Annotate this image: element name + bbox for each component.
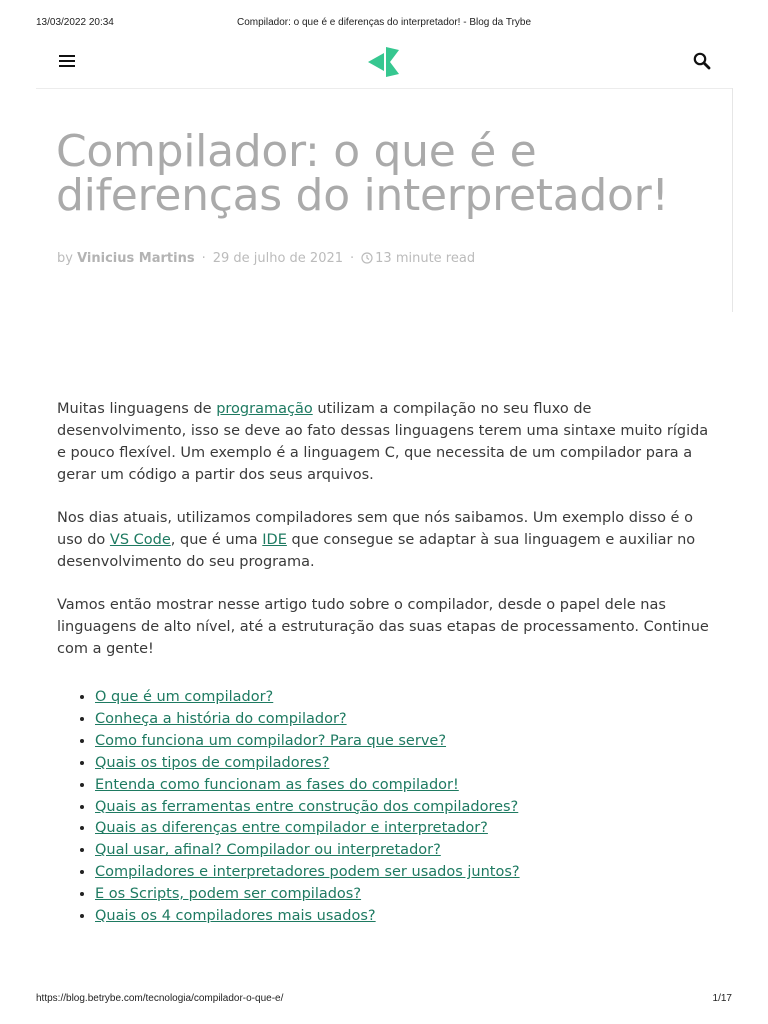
paragraph-text: utilizam a compilação no seu fluxo de desenvolvimento, isso se deve ao fato dessas linguagens terem uma sintaxe muito rígida e pouco flexível. Um exemplo é a linguagem C, que necessita de um compilador para a gerar um código a partir dos seus arquivos.	[57, 401, 709, 483]
trybe-logo-icon[interactable]	[366, 44, 402, 80]
toc-link[interactable]: Quais as ferramentas entre construção dos compiladores?	[95, 798, 519, 815]
article-body	[57, 398, 717, 928]
toc-link[interactable]: O que é um compilador?	[95, 689, 274, 705]
site-header	[36, 38, 732, 89]
toc-item	[95, 709, 717, 731]
toc-item	[95, 775, 717, 797]
programacao-link[interactable]: programação	[216, 401, 313, 417]
read-time: 13 minute read	[375, 251, 476, 266]
ide-link[interactable]: IDE	[262, 532, 287, 548]
intro-paragraph	[57, 398, 717, 486]
toc-link[interactable]: Quais os 4 compiladores mais usados?	[95, 908, 376, 925]
print-url: https://blog.betrybe.com/tecnologia/compilador-o-que-e/	[36, 993, 284, 1004]
page-number: 1/17	[712, 993, 732, 1004]
search-icon[interactable]	[692, 51, 712, 71]
print-datetime: 13/03/2022 20:34	[36, 17, 114, 28]
toc-link[interactable]: Entenda como funcionam as fases do compilador!	[95, 776, 459, 793]
toc-link[interactable]: Conheça a história do compilador?	[95, 710, 347, 727]
paragraph-2	[57, 507, 717, 573]
paragraph-text: Muitas linguagens de	[57, 401, 217, 417]
clock-icon	[361, 252, 373, 264]
toc-link[interactable]: Compiladores e interpretadores podem ser usados juntos?	[95, 864, 520, 881]
toc-link[interactable]: E os Scripts, podem ser compilados?	[95, 886, 362, 903]
toc-item	[95, 840, 717, 862]
paragraph-3: Vamos então mostrar nesse artigo tudo sobre o compilador, desde o papel dele nas linguagens de alto nível, até a estruturação das suas etapas de processamento. Continue com a gente!	[57, 597, 709, 657]
paragraph-text: que consegue se adaptar à sua linguagem e auxiliar no desenvolvimento do seu programa.	[57, 532, 696, 570]
table-of-contents	[57, 687, 717, 928]
toc-item	[95, 731, 717, 753]
paragraph-text: , que é uma	[170, 532, 263, 548]
by-label: by	[57, 251, 73, 266]
print-document-title: Compilador: o que é e diferenças do interpretador! - Blog da Trybe	[236, 17, 532, 28]
meta-separator: ·	[350, 251, 355, 266]
toc-item	[95, 797, 717, 819]
toc-link[interactable]: Como funciona um compilador? Para que serve?	[95, 732, 447, 749]
toc-link[interactable]: Quais as diferenças entre compilador e interpretador?	[95, 820, 488, 837]
toc-link[interactable]: Quais os tipos de compiladores?	[95, 754, 330, 771]
toc-item	[95, 862, 717, 884]
paragraph-text: Nos dias atuais, utilizamos compiladores sem que nós saibamos. Um exemplo disso é o uso do	[57, 510, 693, 548]
print-footer	[36, 993, 732, 1007]
vs-code-link[interactable]: VS Code	[109, 532, 171, 548]
article-meta	[57, 251, 475, 266]
print-header	[36, 17, 732, 31]
toc-item	[95, 818, 717, 840]
article-title: Compilador: o que é e diferenças do interpretador!	[56, 126, 669, 221]
publish-date: 29 de julho de 2021	[212, 251, 344, 266]
toc-item	[95, 753, 717, 775]
toc-item	[95, 687, 717, 709]
author-link[interactable]: Vinicius Martins	[77, 251, 195, 266]
toc-item	[95, 884, 717, 906]
toc-item	[95, 906, 717, 928]
meta-separator: ·	[201, 251, 206, 266]
hamburger-menu-icon[interactable]	[58, 52, 76, 70]
toc-link[interactable]: Qual usar, afinal? Compilador ou interpretador?	[95, 842, 441, 859]
